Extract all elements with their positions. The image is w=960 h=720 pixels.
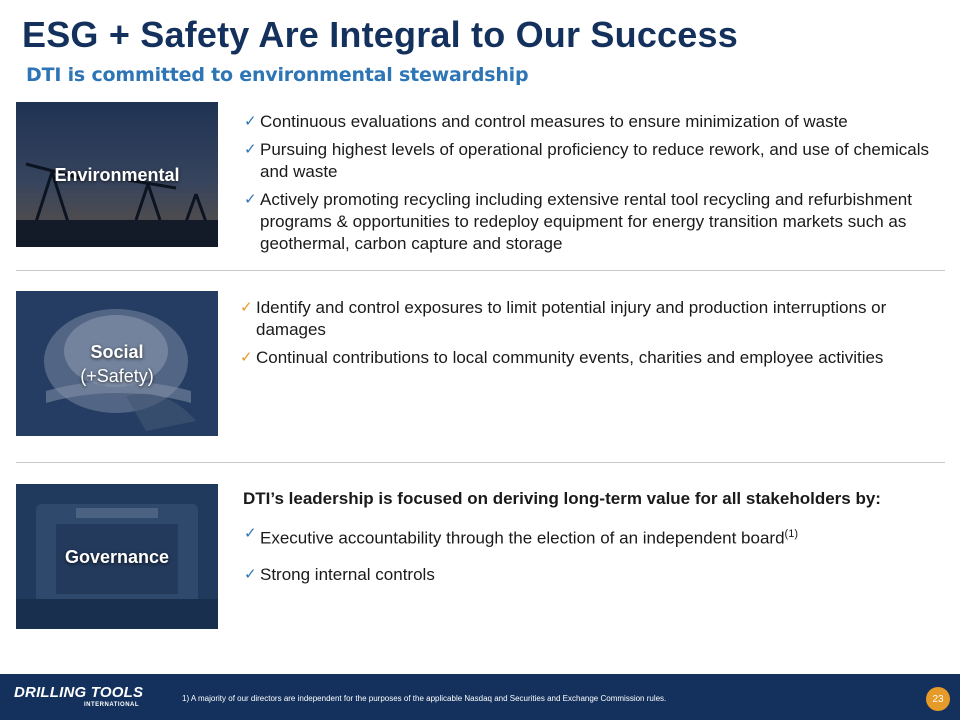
governance-bullets	[244, 523, 934, 592]
social-sublabel: (+Safety)	[80, 365, 154, 386]
list-item: ✓ Continuous evaluations and control measures to ensure minimization of waste	[244, 112, 848, 131]
social-bullets	[240, 297, 900, 375]
section-divider	[16, 270, 945, 271]
list-item: ✓ Pursuing highest levels of operational proficiency to reduce rework, and use of chemicals and waste	[244, 140, 930, 181]
check-icon: ✓	[244, 191, 257, 208]
social-label-group	[80, 340, 154, 388]
section-divider	[16, 462, 945, 463]
footnote: 1) A majority of our directors are independent for the purposes of the applicable Nasdaq and Securities and Exchange Commission rules.	[182, 694, 667, 703]
check-icon: ✓	[240, 299, 253, 316]
list-item: ✓ Actively promoting recycling including extensive rental tool recycling and refurbishment programs & opportunities to redeploy equipment for energy transition markets such as geothermal, carbon capture and storage	[244, 190, 912, 253]
governance-tile	[16, 484, 218, 629]
environmental-bullets	[244, 111, 934, 261]
list-item: ✓ Continual contributions to local community events, charities and employee activities	[240, 348, 884, 367]
check-icon: ✓	[244, 113, 257, 130]
check-icon: ✓	[244, 525, 257, 542]
governance-label: Governance	[64, 546, 170, 567]
company-logo: DRILLING TOOLS INTERNATIONAL	[14, 684, 144, 708]
check-icon: ✓	[244, 141, 257, 158]
list-item: ✓ Identify and control exposures to limit potential injury and production interruptions or damages	[240, 298, 887, 339]
environmental-tile	[16, 102, 218, 247]
footer-bar	[0, 674, 960, 720]
list-item: ✓ Strong internal controls	[244, 564, 435, 584]
environmental-label: Environmental	[54, 164, 180, 185]
list-item: ✓ Executive accountability through the election of an independent board$^{(1)}$	[244, 525, 798, 548]
social-tile	[16, 291, 218, 436]
governance-lead: DTI’s leadership is focused on deriving long-term value for all stakeholders by:	[243, 489, 881, 508]
page-number: 23	[926, 687, 950, 711]
slide-subtitle: DTI is committed to environmental stewardship	[26, 64, 529, 86]
slide-title: ESG + Safety Are Integral to Our Success	[22, 14, 738, 55]
check-icon: ✓	[240, 349, 253, 366]
footnote-marker: (1)	[784, 528, 798, 540]
social-label: Social	[90, 341, 144, 362]
check-icon: ✓	[244, 565, 257, 583]
